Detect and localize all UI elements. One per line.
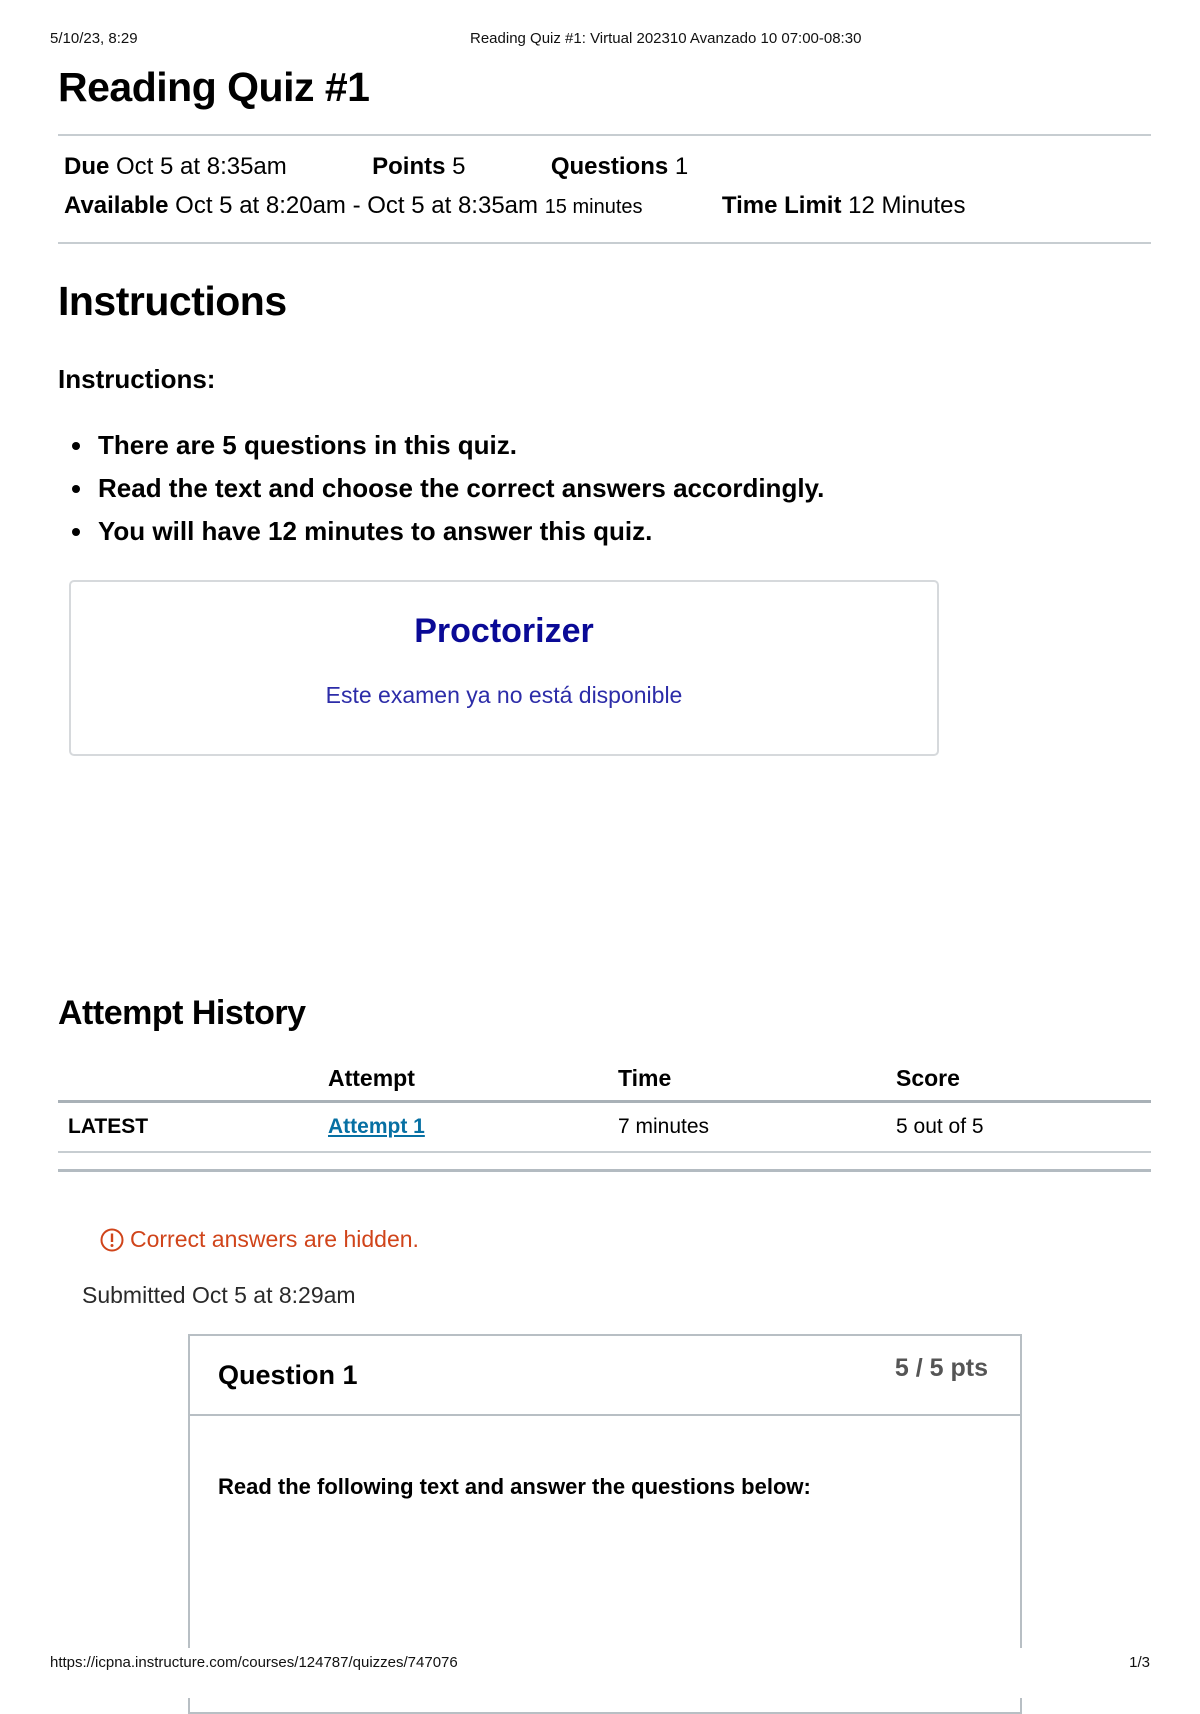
available-value: Oct 5 at 8:20am - Oct 5 at 8:35am xyxy=(175,192,539,219)
divider xyxy=(58,242,1151,244)
quiz-meta-row-2 xyxy=(64,192,966,220)
table-header-row xyxy=(58,1056,1151,1102)
column-header-attempt: Attempt xyxy=(328,1056,618,1102)
print-date: 5/10/23, 8:29 xyxy=(50,30,138,47)
attempt-link[interactable]: Attempt 1 xyxy=(328,1115,425,1138)
instructions-list xyxy=(58,424,824,553)
bullet-icon xyxy=(72,528,80,536)
divider xyxy=(58,134,1151,136)
available-duration: 15 minutes xyxy=(544,196,643,218)
available-label: Available xyxy=(64,192,169,219)
print-doc-title: Reading Quiz #1: Virtual 202310 Avanzado 10 07:00-08:30 xyxy=(470,30,862,47)
attempt-history-table xyxy=(58,1056,1151,1153)
question-title: Question 1 xyxy=(218,1360,358,1390)
list-item: You will have 12 minutes to answer this quiz. xyxy=(58,510,824,553)
divider xyxy=(58,1169,1151,1172)
instructions-label: Instructions: xyxy=(58,364,216,394)
column-header xyxy=(58,1056,328,1102)
proctorizer-title: Proctorizer xyxy=(414,612,594,650)
list-item: There are 5 questions in this quiz. xyxy=(58,424,824,467)
instructions-heading: Instructions xyxy=(58,278,287,324)
attempt-history-heading: Attempt History xyxy=(58,994,306,1032)
bullet-icon xyxy=(72,485,80,493)
time-limit-label: Time Limit xyxy=(721,192,842,219)
print-url: https://icpna.instructure.com/courses/124787/quizzes/747076 xyxy=(50,1654,458,1671)
proctorizer-panel xyxy=(69,580,939,756)
page-number: 1/3 xyxy=(1129,1654,1150,1671)
submitted-time: Submitted Oct 5 at 8:29am xyxy=(82,1282,356,1308)
questions-label: Questions xyxy=(550,153,669,180)
page-title: Reading Quiz #1 xyxy=(58,64,370,110)
proctorizer-message: Este examen ya no está disponible xyxy=(325,682,683,708)
quiz-meta-row-1 xyxy=(64,153,688,181)
hidden-answers-text: Correct answers are hidden. xyxy=(130,1226,419,1252)
question-text: Read the following text and answer the questions below: xyxy=(218,1474,811,1499)
time-limit-value: 12 Minutes xyxy=(848,192,966,219)
table-row xyxy=(58,1102,1151,1153)
bullet-icon xyxy=(72,442,80,450)
question-header xyxy=(190,1336,1020,1416)
questions-value: 1 xyxy=(674,153,689,180)
due-label: Due xyxy=(64,153,110,180)
list-item: Read the text and choose the correct answers accordingly. xyxy=(58,467,824,510)
points-label: Points xyxy=(372,153,446,180)
attempt-score: 5 out of 5 xyxy=(896,1102,1151,1153)
latest-tag: LATEST xyxy=(58,1102,328,1153)
column-header-time: Time xyxy=(618,1056,896,1102)
column-header-score: Score xyxy=(896,1056,1151,1102)
points-value: 5 xyxy=(452,153,466,180)
question-points: 5 / 5 pts xyxy=(894,1354,988,1382)
due-value: Oct 5 at 8:35am xyxy=(116,153,287,180)
warning-icon xyxy=(100,1228,124,1252)
hidden-answers-notice xyxy=(100,1226,419,1253)
attempt-time: 7 minutes xyxy=(618,1102,896,1153)
